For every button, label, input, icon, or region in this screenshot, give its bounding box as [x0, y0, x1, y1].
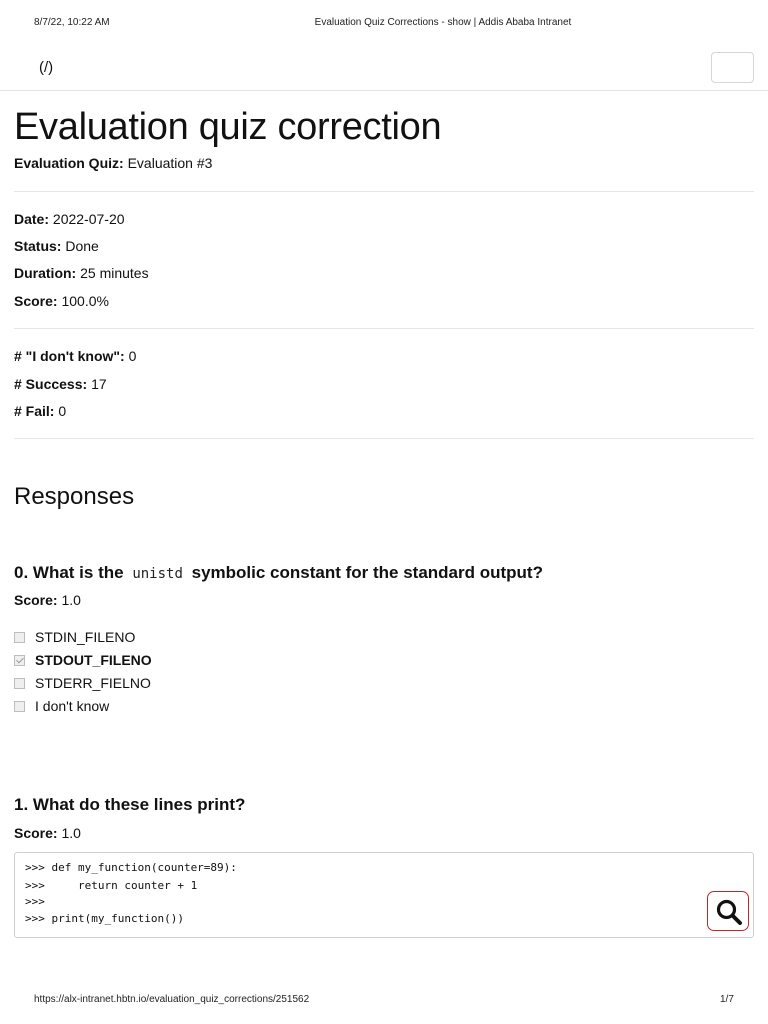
- code-line: >>>: [25, 895, 45, 908]
- question-0-title: [14, 562, 543, 585]
- date-label: Date:: [14, 211, 50, 227]
- fail-count-label: # Fail:: [14, 403, 55, 419]
- question-1-score-label: Score:: [14, 825, 58, 841]
- top-navbar: [0, 50, 768, 91]
- code-line: >>> return counter + 1: [25, 879, 198, 892]
- code-block: [14, 852, 754, 938]
- answer-option[interactable]: [14, 697, 109, 715]
- page-title: Evaluation quiz correction: [14, 106, 442, 148]
- status-label: Status:: [14, 238, 62, 254]
- question-0-score-value: 1.0: [61, 592, 81, 608]
- search-icon: [715, 898, 743, 926]
- answer-option-label: STDOUT_FILENO: [35, 652, 152, 668]
- idk-count-value: 0: [128, 348, 137, 364]
- question-0-score: [14, 591, 81, 609]
- answer-option-label: STDIN_FILENO: [35, 629, 136, 645]
- date-value: 2022-07-20: [52, 211, 125, 227]
- quiz-name-label: Evaluation Quiz:: [14, 155, 124, 171]
- duration-value: 25 minutes: [80, 265, 149, 281]
- question-1-score-value: 1.0: [61, 825, 81, 841]
- answer-option-label: I don't know: [35, 698, 110, 714]
- success-count-label: # Success:: [14, 376, 88, 392]
- idk-count-field: [14, 347, 136, 365]
- question-0-title-code: unistd: [132, 566, 183, 582]
- duration-field: [14, 264, 149, 282]
- home-link[interactable]: (/): [39, 59, 54, 76]
- question-0-title-prefix: 0. What is the: [14, 563, 124, 582]
- divider: [14, 438, 754, 439]
- status-value: Done: [65, 238, 99, 254]
- fail-count-value: 0: [58, 403, 67, 419]
- answer-option[interactable]: [14, 628, 135, 646]
- fail-count-field: [14, 402, 66, 420]
- success-count-value: 17: [91, 376, 107, 392]
- print-url: https://alx-intranet.hbtn.io/evaluation_quiz_corrections/251562: [34, 994, 310, 1005]
- code-line: >>> def my_function(counter=89):: [25, 861, 237, 874]
- checkbox[interactable]: [14, 632, 25, 643]
- idk-count-label: # "I don't know":: [14, 348, 125, 364]
- print-doc-title: Evaluation Quiz Corrections - show | Addis Ababa Intranet: [314, 17, 572, 28]
- status-field: [14, 237, 99, 255]
- print-page-number: 1/7: [720, 994, 734, 1005]
- divider: [14, 328, 754, 329]
- question-1-score: [14, 824, 81, 842]
- date-field: [14, 210, 125, 228]
- score-label: Score:: [14, 293, 58, 309]
- responses-heading: Responses: [14, 483, 135, 510]
- divider: [14, 191, 754, 192]
- quiz-name-value: Evaluation #3: [127, 155, 213, 171]
- success-count-field: [14, 375, 107, 393]
- checkbox[interactable]: [14, 678, 25, 689]
- code-line: >>> print(my_function()): [25, 912, 184, 925]
- question-1-title: 1. What do these lines print?: [14, 795, 246, 814]
- score-value: 100.0%: [61, 293, 109, 309]
- question-0-score-label: Score:: [14, 592, 58, 608]
- answer-option[interactable]: [14, 674, 151, 692]
- print-datetime: 8/7/22, 10:22 AM: [34, 17, 110, 28]
- question-0-title-suffix: symbolic constant for the standard output?: [191, 563, 543, 582]
- score-field: [14, 292, 109, 310]
- checkbox-checked[interactable]: [14, 655, 25, 666]
- search-button[interactable]: [707, 891, 749, 931]
- quiz-name-field: [14, 154, 212, 172]
- checkbox[interactable]: [14, 701, 25, 712]
- menu-button[interactable]: [711, 52, 754, 83]
- answer-option[interactable]: [14, 651, 152, 669]
- answer-option-label: STDERR_FIELNO: [35, 675, 151, 691]
- duration-label: Duration:: [14, 265, 77, 281]
- print-header: [0, 17, 768, 31]
